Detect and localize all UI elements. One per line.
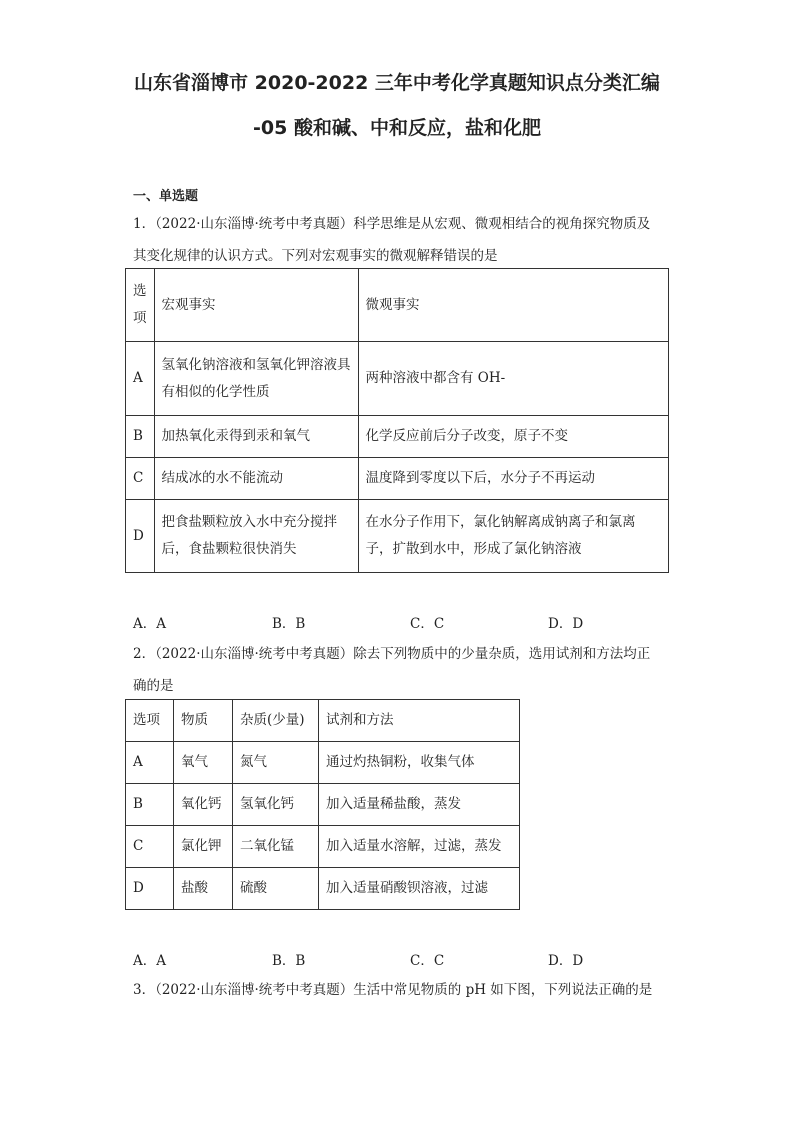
row-c-impurity: 二氧化锰 — [233, 826, 319, 868]
row-a-method: 通过灼热铜粉，收集气体 — [319, 742, 520, 784]
row-a-macro: 氢氧化钠溶液和氢氧化钾溶液具有相似的化学性质 — [154, 342, 358, 416]
table-row — [126, 784, 520, 826]
row-d-substance: 盐酸 — [174, 868, 233, 910]
row-b-macro: 加热氧化汞得到汞和氧气 — [154, 416, 358, 458]
document-title-line-2: -05 酸和碱、中和反应，盐和化肥 — [253, 117, 541, 139]
option-c[interactable]: C．C — [410, 616, 445, 632]
header-cell-substance: 物质 — [174, 700, 233, 742]
question-1-table — [125, 268, 669, 573]
row-d-impurity: 硫酸 — [233, 868, 319, 910]
row-d-option: D — [126, 500, 155, 573]
row-a-option: A — [126, 742, 174, 784]
section-heading: 一、单选题 — [133, 189, 199, 204]
row-c-micro: 温度降到零度以下后，水分子不再运动 — [358, 458, 669, 500]
row-a-substance: 氧气 — [174, 742, 233, 784]
table-header-row — [126, 269, 669, 342]
table-row — [126, 416, 669, 458]
question-1-stem: 1．（2022·山东淄博·统考中考真题）科学思维是从宏观、微观相结合的视角探究物质及其变化规律的认识方式。下列对宏观事实的微观解释错误的是 — [133, 216, 651, 264]
table-row — [126, 458, 669, 500]
option-a[interactable]: A．A — [133, 616, 166, 632]
row-d-macro: 把食盐颗粒放入水中充分搅拌后，食盐颗粒很快消失 — [154, 500, 358, 573]
table-row — [126, 500, 669, 573]
row-b-micro: 化学反应前后分子改变，原子不变 — [358, 416, 669, 458]
option-d[interactable]: D．D — [548, 616, 584, 632]
header-cell-impurity: 杂质(少量) — [233, 700, 319, 742]
option-a[interactable]: A．A — [133, 953, 166, 969]
option-b[interactable]: B．B — [272, 616, 306, 632]
row-c-option: C — [126, 826, 174, 868]
table-row — [126, 342, 669, 416]
header-cell-micro: 微观事实 — [358, 269, 669, 342]
table-row — [126, 868, 520, 910]
row-c-option: C — [126, 458, 155, 500]
table-header-row — [126, 700, 520, 742]
question-3-stem: 3．（2022·山东淄博·统考中考真题）生活中常见物质的 pH 如下图，下列说法正确的是 — [133, 982, 653, 998]
row-b-method: 加入适量稀盐酸，蒸发 — [319, 784, 520, 826]
table-row — [126, 826, 520, 868]
option-d[interactable]: D．D — [548, 953, 584, 969]
row-a-impurity: 氮气 — [233, 742, 319, 784]
row-b-impurity: 氢氧化钙 — [233, 784, 319, 826]
row-c-macro: 结成冰的水不能流动 — [154, 458, 358, 500]
header-cell-macro: 宏观事实 — [154, 269, 358, 342]
row-b-option: B — [126, 416, 155, 458]
header-cell-option: 选项 — [126, 269, 155, 342]
question-2-stem: 2．（2022·山东淄博·统考中考真题）除去下列物质中的少量杂质，选用试剂和方法均正确的是 — [133, 646, 651, 694]
row-c-method: 加入适量水溶解，过滤，蒸发 — [319, 826, 520, 868]
option-c[interactable]: C．C — [410, 953, 445, 969]
row-b-option: B — [126, 784, 174, 826]
question-2-table — [125, 699, 520, 910]
header-cell-option: 选项 — [126, 700, 174, 742]
row-c-substance: 氯化钾 — [174, 826, 233, 868]
row-d-micro: 在水分子作用下，氯化钠解离成钠离子和氯离子，扩散到水中，形成了氯化钠溶液 — [358, 500, 669, 573]
row-d-method: 加入适量硝酸钡溶液，过滤 — [319, 868, 520, 910]
header-cell-method: 试剂和方法 — [319, 700, 520, 742]
row-b-substance: 氧化钙 — [174, 784, 233, 826]
row-a-micro: 两种溶液中都含有 OH- — [358, 342, 669, 416]
row-d-option: D — [126, 868, 174, 910]
table-row — [126, 742, 520, 784]
row-a-option: A — [126, 342, 155, 416]
document-title-line-1: 山东省淄博市 2020-2022 三年中考化学真题知识点分类汇编 — [134, 72, 660, 94]
option-b[interactable]: B．B — [272, 953, 306, 969]
